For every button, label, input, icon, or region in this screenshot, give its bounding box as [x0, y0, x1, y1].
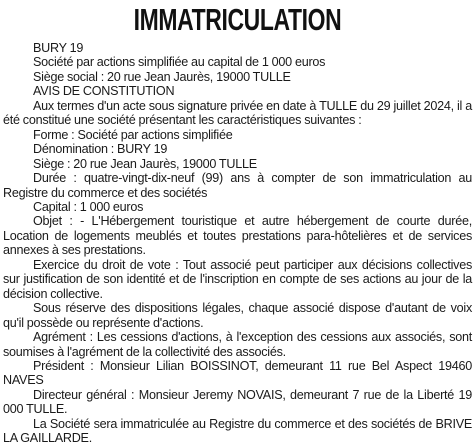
field-immatriculation: La Société sera immatriculée au Registre du commerce et des sociétés de BRIVE LA GAILLARDE. — [3, 416, 472, 446]
field-vote: Exercice du droit de vote : Tout associé peut participer aux décisions collectives sur justification de son identité et de l'inscription en compte de ses actions au jour de la décision collective. — [3, 257, 472, 301]
company-form-capital: Société par actions simplifiée au capital de 1 000 euros — [33, 55, 326, 70]
field-duree: Durée : quatre-vingt-dix-neuf (99) ans à compter de son immatriculation au Registre du commerce et des sociétés — [3, 171, 472, 200]
notice-heading: IMMATRICULATION — [133, 2, 342, 37]
field-directeur: Directeur général : Monsieur Jeremy NOVAIS, demeurant 7 rue de la Liberté 19 000 TULLE. — [3, 387, 472, 417]
company-name: BURY 19 — [33, 41, 84, 55]
field-dispositions: Sous réserve des dispositions légales, chaque associé dispose d'autant de voix qu'il possède ou représente d'actions. — [3, 301, 472, 330]
intro-paragraph: Aux termes d'un acte sous signature privée en date à TULLE du 29 juillet 2024, il a été constitué une société présentant les caractéristiques suivantes : — [3, 98, 472, 128]
field-objet: Objet : - L'Hébergement touristique et autre hébergement de courte durée, Location de logements meublés et toutes prestations para-hôtelières et de services annexes à ses prestations. — [3, 214, 472, 258]
field-agrement: Agrément : Les cessions d'actions, à l'exception des cessions aux associés, sont soumises à l'agrément de la collectivité des associés. — [3, 330, 472, 359]
field-forme: Forme : Société par actions simplifiée — [33, 127, 233, 142]
field-denomination: Dénomination : BURY 19 — [33, 142, 168, 157]
field-president: Président : Monsieur Lilian BOISSINOT, demeurant 11 rue Bel Aspect 19460 NAVES — [3, 358, 472, 388]
field-siege: Siège : 20 rue Jean Jaurès, 19000 TULLE — [33, 156, 257, 171]
notice-body — [3, 41, 472, 446]
company-seat: Siège social : 20 rue Jean Jaurès, 19000 TULLE — [33, 69, 291, 84]
notice-type: AVIS DE CONSTITUTION — [33, 84, 175, 99]
field-capital: Capital : 1 000 euros — [33, 199, 144, 214]
